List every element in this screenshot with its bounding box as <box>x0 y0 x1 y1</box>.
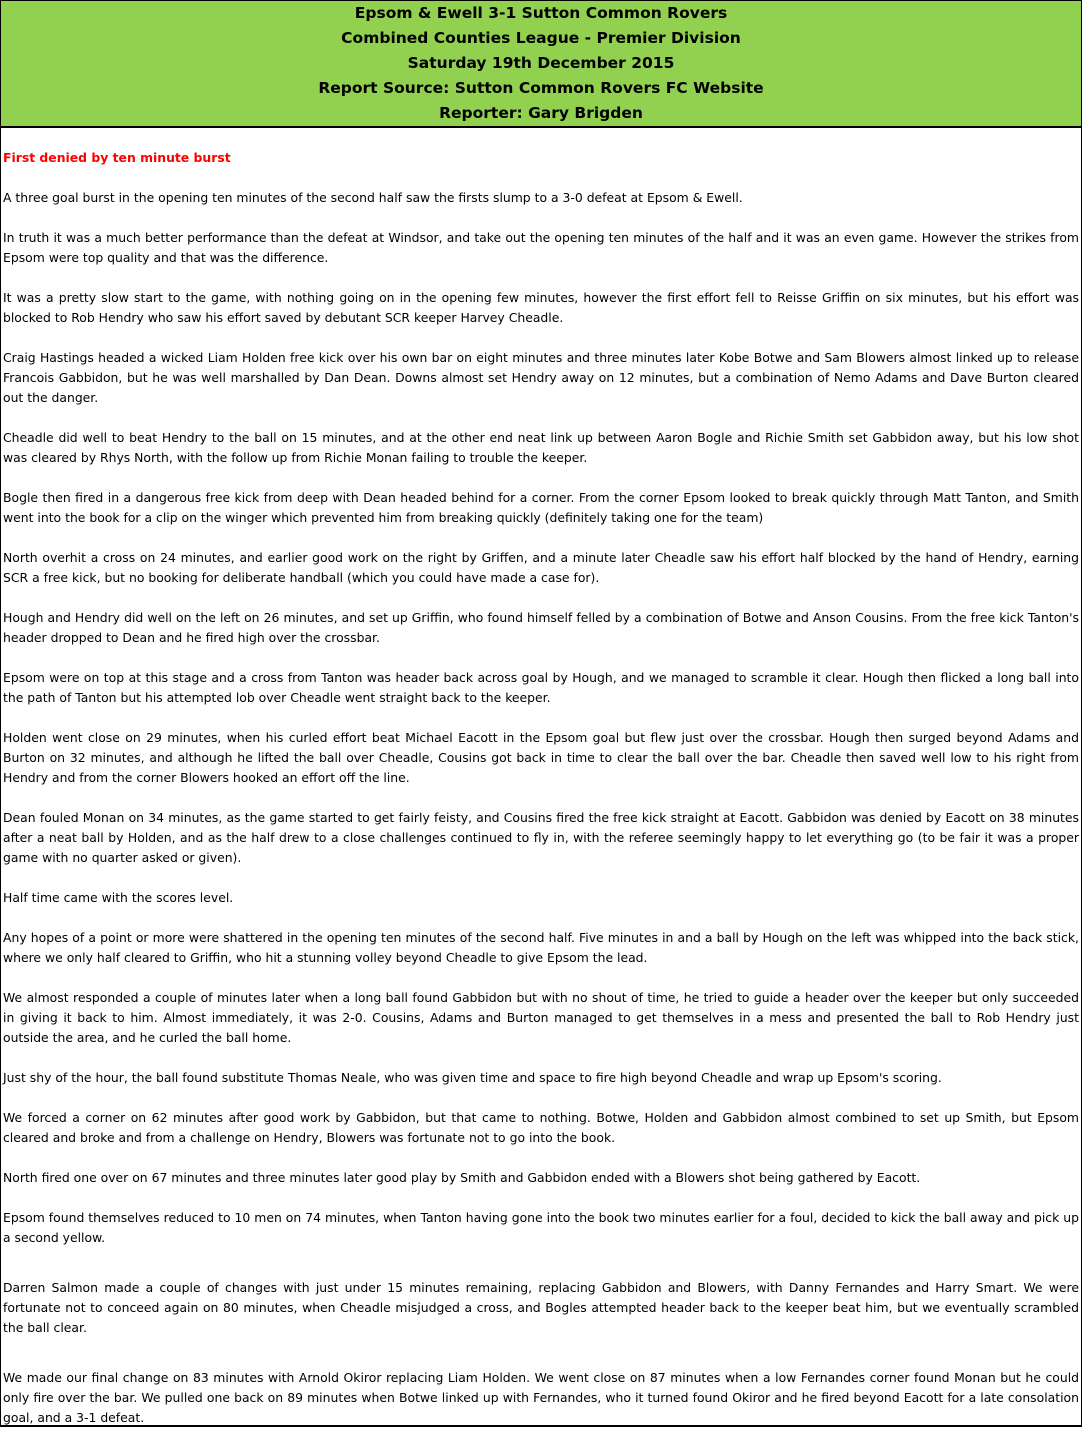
report-headline: First denied by ten minute burst <box>3 150 231 165</box>
report-paragraph: Any hopes of a point or more were shattered in the opening ten minutes of the second half. Five minutes in and a ball by Hough on the left was whipped into the back stick, where we only half cleared to Griffin, who hit a stunning volley beyond Cheadle to give Epsom the lead. <box>3 930 1079 965</box>
report-paragraph: Holden went close on 29 minutes, when his curled effort beat Michael Eacott in the Epsom goal but flew just over the crossbar. Hough then surged beyond Adams and Burton on 32 minutes, and although he lifted the ball over Cheadle, Cousins got back in time to clear the ball over the bar. Cheadle then saved well low to his right from Hendry and from the corner Blowers hooked an effort off the line. <box>3 730 1079 785</box>
report-paragraph: North fired one over on 67 minutes and three minutes later good play by Smith and Gabbidon ended with a Blowers shot being gathered by Eacott. <box>3 1170 921 1185</box>
report-source: Report Source: Sutton Common Rovers FC Website <box>318 79 764 97</box>
report-paragraph: Just shy of the hour, the ball found substitute Thomas Neale, who was given time and space to fire high beyond Cheadle and wrap up Epsom's scoring. <box>3 1070 942 1085</box>
report-paragraph: We forced a corner on 62 minutes after good work by Gabbidon, but that came to nothing. Botwe, Holden and Gabbidon almost combined to set up Smith, but Epsom cleared and broke and from a challenge on Hendry, Blowers was fortunate not to go into the book. <box>3 1110 1079 1145</box>
report-paragraph: Dean fouled Monan on 34 minutes, as the game started to get fairly feisty, and Cousins fired the free kick straight at Eacott. Gabbidon was denied by Eacott on 38 minutes after a neat ball by Holden, and as the half drew to a close challenges continued to fly in, with the referee seemingly happy to let everything go (to be fair it was a proper game with no quarter asked or given). <box>3 810 1079 865</box>
competition-name: Combined Counties League - Premier Division <box>341 29 741 47</box>
reporter-name: Reporter: Gary Brigden <box>439 104 643 122</box>
report-paragraph: Hough and Hendry did well on the left on 26 minutes, and set up Griffin, who found himself felled by a combination of Botwe and Anson Cousins. From the free kick Tanton's header dropped to Dean and he fired high over the crossbar. <box>3 610 1079 645</box>
report-paragraph: We almost responded a couple of minutes later when a long ball found Gabbidon but with no shout of time, he tried to guide a header over the keeper but only succeeded in giving it back to him. Almost immediately, it was 2-0. Cousins, Adams and Burton managed to get themselves in a mess and presented the ball to Rob Hendry just outside the area, and he curled the ball home. <box>3 990 1079 1045</box>
report-paragraph: Craig Hastings headed a wicked Liam Holden free kick over his own bar on eight minutes and three minutes later Kobe Botwe and Sam Blowers almost linked up to release Francois Gabbidon, but he was well marshalled by Dan Dean. Downs almost set Hendry away on 12 minutes, but a combination of Nemo Adams and Dave Burton cleared out the danger. <box>3 350 1079 405</box>
match-title: Epsom & Ewell 3-1 Sutton Common Rovers <box>354 4 728 22</box>
report-paragraph: In truth it was a much better performance than the defeat at Windsor, and take out the opening ten minutes of the half and it was an even game. However the strikes from Epsom were top quality and that was the difference. <box>3 230 1079 265</box>
match-header <box>0 0 1082 128</box>
match-date: Saturday 19th December 2015 <box>407 54 675 72</box>
report-paragraph: Bogle then fired in a dangerous free kick from deep with Dean headed behind for a corner. From the corner Epsom looked to break quickly through Matt Tanton, and Smith went into the book for a clip on the winger which prevented him from breaking quickly (definitely taking one for the team) <box>3 490 1079 525</box>
report-paragraph: Cheadle did well to beat Hendry to the ball on 15 minutes, and at the other end neat link up between Aaron Bogle and Richie Smith set Gabbidon away, but his low shot was cleared by Rhys North, with the follow up from Richie Monan failing to trouble the keeper. <box>3 430 1079 465</box>
report-paragraph: It was a pretty slow start to the game, with nothing going on in the opening few minutes, however the first effort fell to Reisse Griffin on six minutes, but his effort was blocked to Rob Hendry who saw his effort saved by debutant SCR keeper Harvey Cheadle. <box>3 290 1079 325</box>
report-content <box>3 148 1079 1448</box>
report-paragraph: Darren Salmon made a couple of changes with just under 15 minutes remaining, replacing Gabbidon and Blowers, with Danny Fernandes and Harry Smart. We were fortunate not to conceed again on 80 minutes, when Cheadle misjudged a cross, and Bogles attempted header back to the keeper beat him, but we eventually scrambled the ball clear. <box>3 1280 1079 1335</box>
report-paragraph: Epsom found themselves reduced to 10 men on 74 minutes, when Tanton having gone into the book two minutes earlier for a foul, decided to kick the ball away and pick up a second yellow. <box>3 1210 1079 1245</box>
report-paragraph: Half time came with the scores level. <box>3 890 234 905</box>
report-paragraph: Epsom were on top at this stage and a cross from Tanton was header back across goal by Hough, and we managed to scramble it clear. Hough then flicked a long ball into the path of Tanton but his attempted lob over Cheadle went straight back to the keeper. <box>3 670 1079 705</box>
report-paragraph: A three goal burst in the opening ten minutes of the second half saw the firsts slump to a 3-0 defeat at Epsom & Ewell. <box>3 190 743 205</box>
report-paragraph: North overhit a cross on 24 minutes, and earlier good work on the right by Griffen, and a minute later Cheadle saw his effort half blocked by the hand of Hendry, earning SCR a free kick, but no booking for deliberate handball (which you could have made a case for). <box>3 550 1079 585</box>
report-paragraph: We made our final change on 83 minutes with Arnold Okiror replacing Liam Holden. We went close on 87 minutes when a low Fernandes corner found Monan but he could only fire over the bar. We pulled one back on 89 minutes when Botwe linked up with Fernandes, who it turned found Okiror and he fired beyond Eacott for a late consolation goal, and a 3-1 defeat. <box>3 1370 1079 1425</box>
